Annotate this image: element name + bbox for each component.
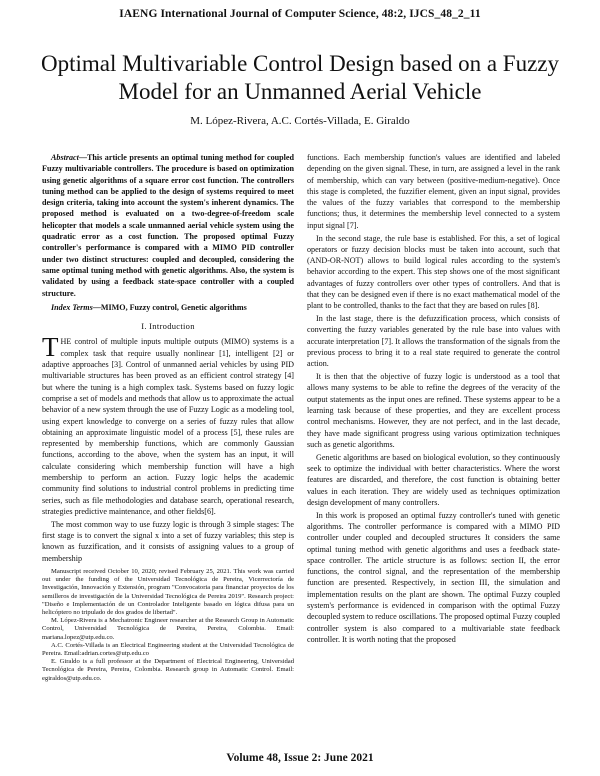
index-terms-label: Index Terms [51,302,93,312]
drop-cap: T [42,332,59,363]
section-heading-introduction: I. Introduction [141,321,195,332]
index-terms: Index Terms—MIMO, Fuzzy control, Genetic algorithms [51,302,247,312]
right-paragraph-6: In this work is proposed an optimal fuzzy controller's tuned with genetic algorithms. The controller performance is compared with a MIMO PID controller under coupled and decoupled structures It considers the same optimal tuning method with genetic algorithms and uses a feedback state-space controller. The article structure is as follows: section II, the error functions, the control signal, and the representation of the membership function are presented. Respectively, in section III, the simulation and implementation results on the plant are shown. The optimal Fuzzy coupled system's performance is evidenced in comparison with the optimal Fuzzy decoupled system to reduce oscillations. The proposed optimal Fuzzy coupled controller system is also compared to a multivariable state feedback controller. It is worth noting that the proposed [307,510,560,644]
right-paragraph-1: functions. Each membership function's values are identified and labeled depending on the given signal. These, in turn, are assigned a level in the rank of membership, which can vary between (positive-medium-negative). Once this stage is completed, the fuzzifier element, given an input signal, provides the values of the fuzzy variables that correspond to the membership functions; thus, it determines the membership level connected to a system input signal [7]. [307,153,560,230]
page-footer: Volume 48, Issue 2: June 2021 [226,752,374,764]
right-paragraph-3: In the last stage, there is the defuzzification process, which consists of converting the fuzzy variables generated by the rule base into values with accurate interpretation [7]. It allows the transformation of the signals from the previous process to bring it to a real state required to generate the control action. [307,314,560,369]
right-paragraph-5: Genetic algorithms are based on biological evolution, so they continuously seek to optimize the individual with better characteristics. Where the worst features are discarded, and therefore, the cost function is obtaining better values in each iteration. They are widely used as techniques optimization design development of many controllers. [307,452,560,507]
index-terms-text: MIMO, Fuzzy control, Genetic algorithms [100,302,247,312]
paper-authors: M. López-Rivera, A.C. Cortés-Villada, E. Giraldo [190,115,410,127]
abstract-text: This article presents an optimal tuning method for coupled Fuzzy multivariable controllers. The procedure is based on optimization using genetic algorithms of a square error cost function. The controllers tuning method can be applied to the design of systems required to meet design criteria, taking into account the system's inherent dynamics. The proposed method is evaluated on a two-degree-of-freedom scale helicopter that models a scale unmanned aerial vehicle system using the quadratic error as a cost function. The proposed optimal Fuzzy controller's performance is compared with a MIMO PID controller under two distinct structures: coupled and decoupled, considering the same optimal tuning method with genetic algorithms. Also, the system is validated by using a feedback state-space controller with a coupled structure. [42,153,294,298]
right-paragraph-2: In the second stage, the rule base is established. For this, a set of logical operators or fuzzy decision blocks must be taken into account, such that (AND-OR-NOT) allows to build logical rules according to the system's behavior according to the expert. This step shows one of the most significant advantages of fuzzy controllers over other types of controllers. And that is that they can be designed even if there is no exact mathematical model of the plant to be controlled, thanks to the fact that they are based on rules [8]. [307,233,560,311]
footnote-author-3: E. Giraldo is a full professor at the Department of Electrical Engineering, Universidad Tecnológica de Pereira, Pereira, Colombia. Research group in Automatic Control. Email: egiraldos@utp.edu.co. [42,658,294,682]
right-column [307,152,560,647]
paper-title: Optimal Multivariable Control Design based on a Fuzzy Model for an Unmanned Aerial Vehicle [40,51,560,104]
intro-paragraph-1 [42,332,294,517]
left-column [42,152,294,683]
footnote-manuscript: Manuscript received October 10, 2020; revised February 25, 2021. This work was carried out under the funding of the Universidad Tecnológica de Pereira, Vicerrectoría de Investigación, Innovación y Extensión, program "Convocatoria para financiar proyectos de los semilleros de investigación de la Universidad Tecnológica de Pereira 2019". Research project: "Diseño e Implementación de un Controlador Inteligente basado en lógica difusa para un helicóptero no tripulado de dos grados de libertad". [42,567,294,616]
journal-header: IAENG International Journal of Computer Science, 48:2, IJCS_48_2_11 [119,8,481,20]
abstract-label: Abstract [51,153,79,162]
intro-paragraph-1-text: HE control of multiple inputs multiple outputs (MIMO) systems is a complex task that require usually nonlinear [1], intelligent [2] or adaptive approaches [3]. Control of unmanned aerial vehicles by using PID multivariable structures has been proved as an efficient control strategy [4] but where the tuning is a high complex task. Systems based on fuzzy logic comprise a set of models and methods that allow us to approximate the actual behavior of a new system through the use of Fuzzy Logic as a modeling tool, using expert knowledge to converge on a series of fuzzy rules that allow obtaining an approximate linguistic model of a process [5], these rules are represented by membership functions, which are commonly Gaussian functions, according to the above, when the system has an input, it will calculate considering which membership function will have a high membership to perform an action. Fuzzy logic helps the academic community find solutions to industrial control problems in predicting time series, such as file methodologies and database search, operational research, strategies predictive maintenance, and other fields[6]. [42,337,294,516]
footnote-author-2: A.C. Cortés-Villada is an Electrical Engineering student at the Universidad Tecnológica de Pereira. Email:adrian.cortes@utp.edu.co [42,641,294,657]
abstract: Abstract—This article presents an optimal tuning method for coupled Fuzzy multivariable controllers. The procedure is based on optimization using genetic algorithms of a square error cost function. The controllers tuning method can be applied to the design of systems required to meet design criteria, taking into account the system's inherent dynamics. The proposed method is evaluated on a two-degree-of-freedom scale helicopter that models a scale unmanned aerial vehicle system using the quadratic error as a cost function. The proposed optimal Fuzzy controller's performance is compared with a MIMO PID controller under two distinct structures: coupled and decoupled, considering the same optimal tuning method with genetic algorithms. Also, the system is validated by using a feedback state-space controller with a coupled structure. [42,153,294,298]
footnotes [42,568,294,683]
right-paragraph-4: It is then that the objective of fuzzy logic is understood as a tool that allows many systems to be able to refine the degrees of the veracity of the output statements as the input ones are refined. These systems appear to be a learning task because of these properties, and they are excellent process control mechanisms. However, they are not perfect, and in the last decade, they have made significant progress using various optimization techniques such as genetic algorithms. [307,372,560,449]
footnote-author-1: M. López-Rivera is a Mechatronic Engineer researcher at the Research Group in Automatic Control, Universidad Tecnológica de Pereira, Pereira, Colombia. Email: mariana.lopez@utp.edu.co. [42,617,294,641]
intro-paragraph-2: The most common way to use fuzzy logic is through 3 simple stages: The first stage is to convert the signal x into a set of fuzzy variables; this step is known as fuzzification, and it consists of assigning values to a group of membership [42,519,294,563]
